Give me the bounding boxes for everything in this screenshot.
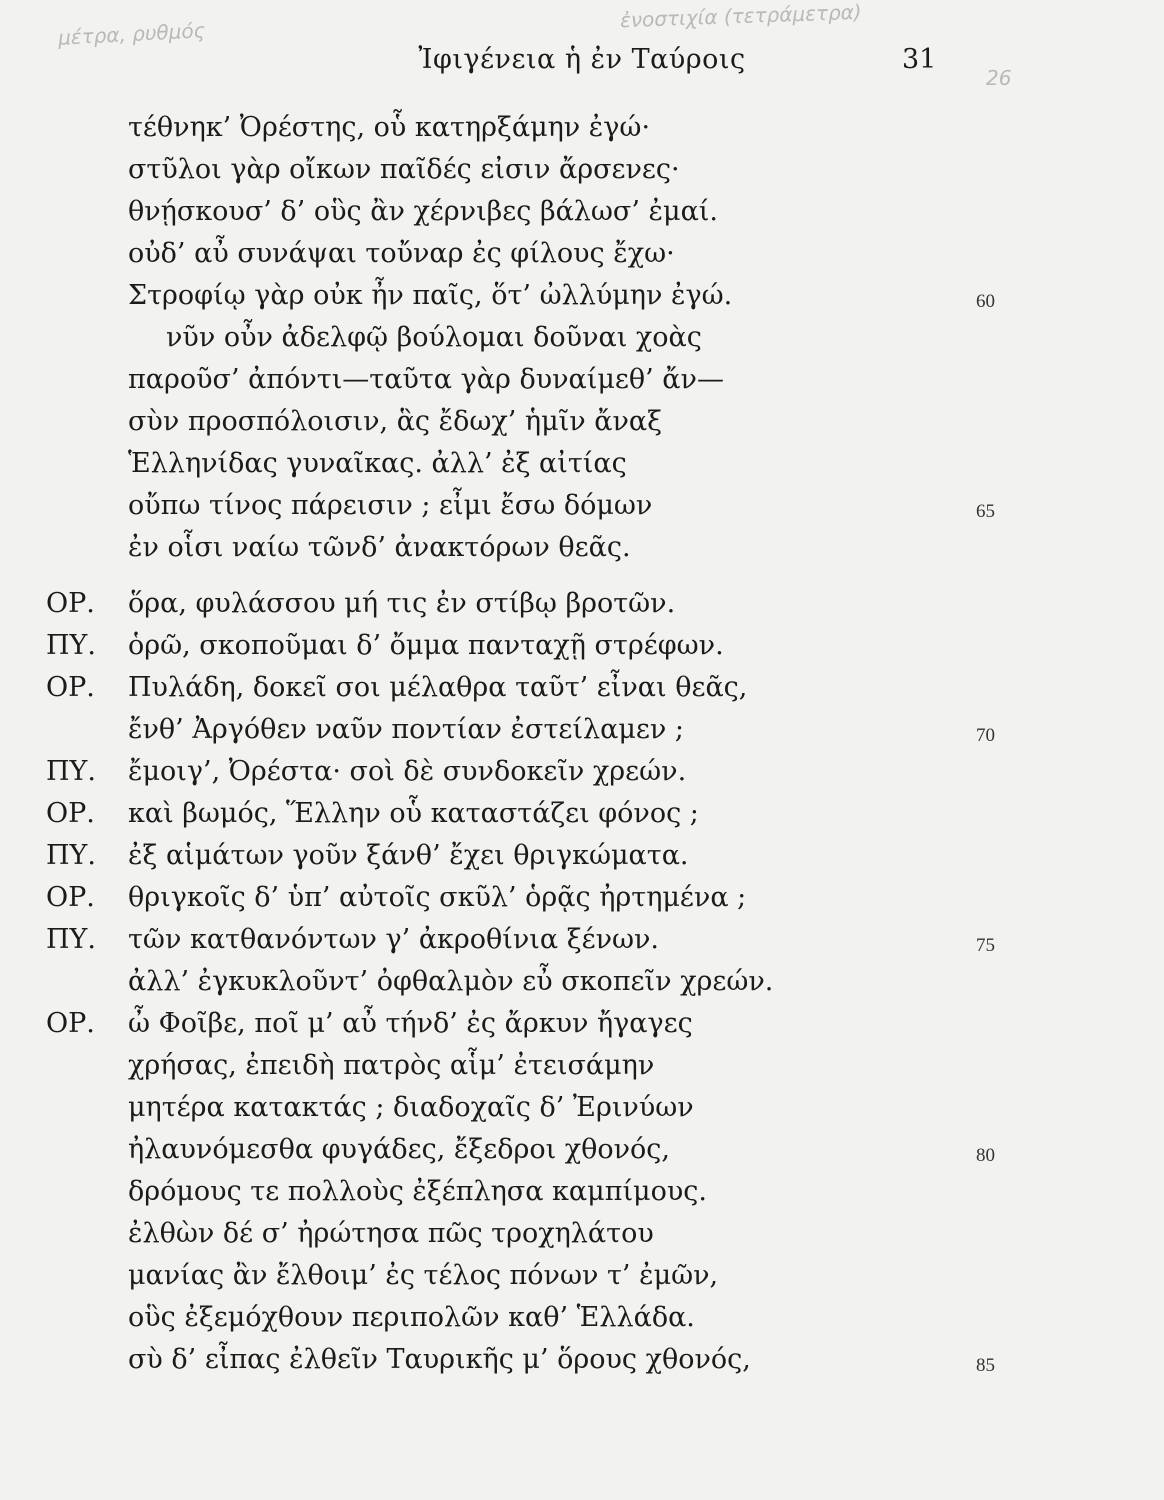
verse-text: ἐλθὼν δέ σ’ ἠρώτησα πῶς τροχηλάτου [128, 1218, 654, 1249]
verse-line [0, 794, 1164, 834]
verse-line [0, 836, 1164, 876]
speaker-label: ΟΡ. [46, 1008, 95, 1039]
verse-text: θνῄσκουσ’ δ’ οὓς ἂν χέρνιβες βάλωσ’ ἐμαί. [128, 196, 718, 227]
verse-text: νῦν οὖν ἀδελφῷ βούλομαι δοῦναι χοὰς [166, 322, 702, 353]
verse-text: ὁρῶ, σκοποῦμαι δ’ ὄμμα πανταχῇ στρέφων. [128, 630, 724, 661]
verse-line [0, 1130, 1164, 1170]
speaker-label: ΟΡ. [46, 672, 95, 703]
verse-line [0, 276, 1164, 316]
speaker-label: ΠΥ. [46, 756, 96, 787]
verse-text: Πυλάδη, δοκεῖ σοι μέλαθρα ταῦτ’ εἶναι θεᾶς, [128, 672, 748, 703]
verse-line [0, 1298, 1164, 1338]
verse-line [0, 920, 1164, 960]
verse-text: ἐν οἷσι ναίω τῶνδ’ ἀνακτόρων θεᾶς. [128, 532, 631, 563]
verse-line [0, 1214, 1164, 1254]
verse-text: ἐξ αἱμάτων γοῦν ξάνθ’ ἔχει θριγκώματα. [128, 840, 689, 871]
speaker-label: ΠΥ. [46, 924, 96, 955]
verse-text: ἠλαυνόμεσθα φυγάδες, ἔξεδροι χθονός, [128, 1134, 671, 1165]
verse-line [0, 108, 1164, 148]
verse-line [0, 962, 1164, 1002]
verse-line [0, 234, 1164, 274]
verse-line [0, 1046, 1164, 1086]
verse-text: μανίας ἂν ἔλθοιμ’ ἐς τέλος πόνων τ’ ἐμῶν, [128, 1260, 719, 1291]
line-number: 70 [976, 725, 995, 746]
verse-line [0, 192, 1164, 232]
verse-text: ἀλλ’ ἐγκυκλοῦντ’ ὀφθαλμὸν εὖ σκοπεῖν χρεών. [128, 966, 774, 997]
verse-line [0, 150, 1164, 190]
margin-note-top-left: μέτρα, ρυθμός [57, 18, 206, 50]
page-header-title: Ἰφιγένεια ἡ ἐν Ταύροις [418, 44, 746, 75]
page-number: 31 [902, 44, 937, 75]
verse-text: Ἑλληνίδας γυναῖκας. ἀλλ’ ἐξ αἰτίας [128, 448, 627, 479]
verse-line [0, 402, 1164, 442]
margin-note-top-right: ἐνοστιχία (τετράμετρα) [619, 0, 863, 33]
speaker-label: ΟΡ. [46, 882, 95, 913]
verse-line [0, 444, 1164, 484]
verse-text: ὅρα, φυλάσσου μή τις ἐν στίβῳ βροτῶν. [128, 588, 676, 619]
verse-text: σὺν προσπόλοισιν, ἃς ἔδωχ’ ἡμῖν ἄναξ [128, 406, 662, 437]
verse-text: οὓς ἐξεμόχθουν περιπολῶν καθ’ Ἑλλάδα. [128, 1302, 695, 1333]
line-number: 65 [976, 501, 995, 522]
line-number: 75 [976, 935, 995, 956]
verse-line [0, 1256, 1164, 1296]
verse-line [0, 318, 1164, 358]
verse-text: οὔπω τίνος πάρεισιν ; εἶμι ἔσω δόμων [128, 490, 653, 521]
verse-line [0, 1172, 1164, 1212]
verse-line [0, 584, 1164, 624]
verse-line [0, 668, 1164, 708]
verse-text: τέθνηκ’ Ὀρέστης, οὗ κατηρξάμην ἐγώ· [128, 112, 651, 143]
verse-line [0, 1088, 1164, 1128]
verse-text: οὐδ’ αὖ συνάψαι τοὔναρ ἐς φίλους ἔχω· [128, 238, 675, 269]
verse-line [0, 486, 1164, 526]
speaker-label: ΟΡ. [46, 588, 95, 619]
verse-text: ὦ Φοῖβε, ποῖ μ’ αὖ τήνδ’ ἐς ἄρκυν ἤγαγες [128, 1008, 693, 1039]
verse-text: δρόμους τε πολλοὺς ἐξέπλησα καμπίμους. [128, 1176, 707, 1207]
verse-text: μητέρα κατακτάς ; διαδοχαῖς δ’ Ἐρινύων [128, 1092, 694, 1123]
speaker-label: ΟΡ. [46, 798, 95, 829]
speaker-label: ΠΥ. [46, 630, 96, 661]
verse-line [0, 360, 1164, 400]
verse-line [0, 528, 1164, 568]
verse-text: τῶν κατθανόντων γ’ ἀκροθίνια ξένων. [128, 924, 659, 955]
verse-line [0, 878, 1164, 918]
verse-line [0, 626, 1164, 666]
verse-line [0, 1340, 1164, 1380]
verse-text: θριγκοῖς δ’ ὑπ’ αὐτοῖς σκῦλ’ ὁρᾷς ἠρτημένα ; [128, 882, 747, 913]
speaker-label: ΠΥ. [46, 840, 96, 871]
verse-line [0, 1004, 1164, 1044]
margin-note-pencil-number: 26 [986, 66, 1012, 90]
verse-text: παροῦσ’ ἀπόντι—ταῦτα γὰρ δυναίμεθ’ ἄν— [128, 364, 724, 395]
line-number: 60 [976, 291, 995, 312]
verse-text: στῦλοι γὰρ οἴκων παῖδές εἰσιν ἄρσενες· [128, 154, 680, 185]
line-number: 80 [976, 1145, 995, 1166]
verse-text: σὺ δ’ εἶπας ἐλθεῖν Ταυρικῆς μ’ ὅρους χθονός, [128, 1344, 751, 1375]
verse-text: ἔμοιγ’, Ὀρέστα· σοὶ δὲ συνδοκεῖν χρεών. [128, 756, 687, 787]
verse-line [0, 710, 1164, 750]
verse-text: Στροφίῳ γὰρ οὐκ ἦν παῖς, ὅτ’ ὠλλύμην ἐγώ. [128, 280, 733, 311]
line-number: 85 [976, 1355, 995, 1376]
verse-text: ἔνθ’ Ἀργόθεν ναῦν ποντίαν ἐστείλαμεν ; [128, 714, 684, 745]
verse-text: καὶ βωμός, Ἕλλην οὗ καταστάζει φόνος ; [128, 798, 699, 829]
verse-text: χρήσας, ἐπειδὴ πατρὸς αἷμ’ ἐτεισάμην [128, 1050, 655, 1081]
verse-line [0, 752, 1164, 792]
